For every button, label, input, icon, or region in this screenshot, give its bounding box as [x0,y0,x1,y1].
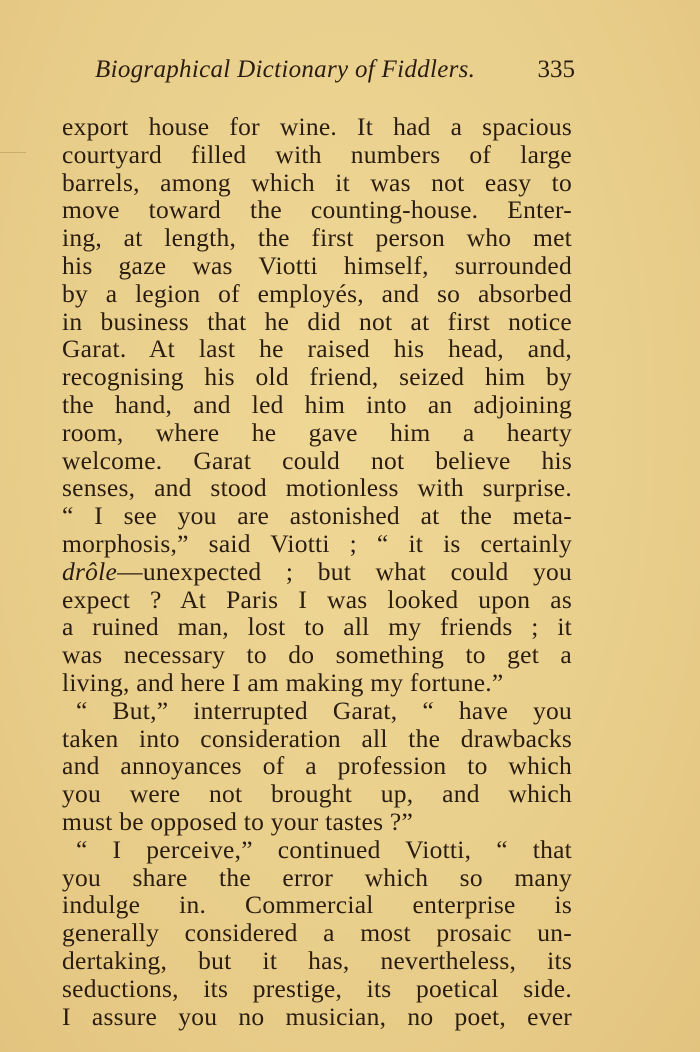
text-line: move toward the counting-house. Enter- [62,195,572,225]
text-line: and annoyances of a profession to which [62,751,572,781]
text-line: taken into consideration all the drawbacks [62,723,572,753]
text-line: his gaze was Viotti himself, surrounded [62,250,572,280]
text-line: by a legion of employés, and so absorbed [62,278,572,308]
text-line: expect ? At Paris I was looked upon as [62,584,572,614]
text-line: barrels, among which it was not easy to [62,167,572,197]
text-line: was necessary to do something to get a [62,640,572,670]
margin-mark [0,152,26,153]
text-line: you share the error which so many [62,862,572,892]
text-fragment: —unexpected ; but what could you [117,556,572,586]
text-line: room, where he gave him a hearty [62,417,572,447]
text-line: you were not brought up, and which [62,779,572,809]
text-line: ing, at length, the first person who met [62,223,572,253]
text-line: courtyard filled with numbers of large [62,139,572,169]
text-line: dertaking, but it has, nevertheless, its [62,945,572,975]
text-line: in business that he did not at first notice [62,306,572,336]
text-line: welcome. Garat could not believe his [62,445,572,475]
page-number: 335 [537,56,575,83]
text-line: Garat. At last he raised his head, and, [62,334,572,364]
text-line: “ I perceive,” continued Viotti, “ that [76,834,572,864]
text-line: “ I see you are astonished at the meta- [62,501,572,531]
text-line: I assure you no musician, no poet, ever [62,1001,572,1031]
text-line: senses, and stood motionless with surprise. [62,473,572,503]
text-line [62,558,572,586]
text-line: generally considered a most prosaic un- [62,918,572,948]
running-head [95,50,575,90]
text-line: export house for wine. It had a spacious [62,112,572,141]
running-head-title: Biographical Dictionary of Fiddlers. [95,56,476,83]
text-line: the hand, and led him into an adjoining [62,389,572,419]
text-line: must be opposed to your tastes ?” [62,806,414,836]
text-line: “ But,” interrupted Garat, “ have you [76,695,572,725]
italic-word: drôle [62,556,118,586]
text-line: morphosis,” said Viotti ; “ it is certainly [62,528,572,558]
text-line: indulge in. Commercial enterprise is [62,890,572,920]
text-line: living, and here I am making my fortune.” [62,667,504,697]
text-line: seductions, its prestige, its poetical side. [62,973,572,1003]
text-line: a ruined man, lost to all my friends ; it [62,612,572,642]
body-text [62,113,572,1030]
text-line: recognising his old friend, seized him by [62,362,572,392]
